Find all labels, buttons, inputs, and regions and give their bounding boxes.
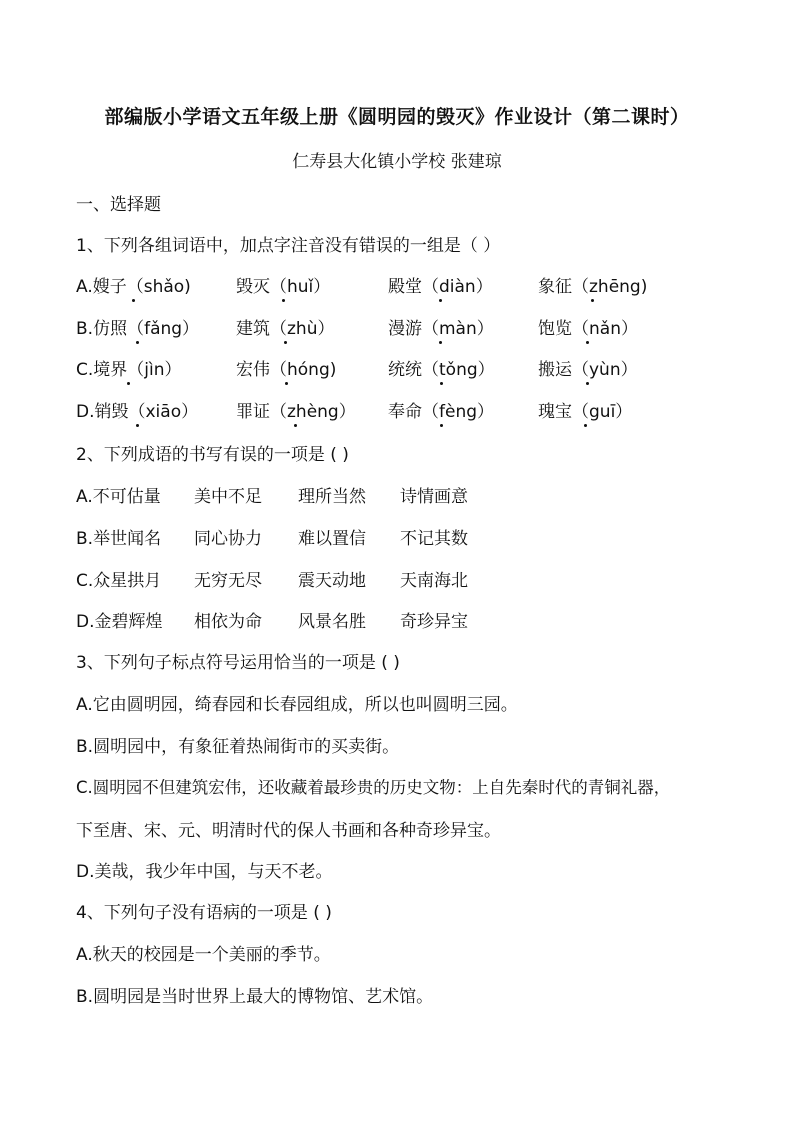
option-text: （zhēng) bbox=[572, 277, 648, 297]
question-1-option bbox=[76, 355, 182, 380]
question-4-option-a: A.秋天的校园是一个美丽的季节。 bbox=[76, 945, 331, 965]
option-text: 灭（huǐ） bbox=[253, 277, 331, 297]
dotted-character: 殿 bbox=[388, 272, 405, 297]
question-4-stem: 4、下列句子没有语病的一项是 ( ) bbox=[76, 903, 332, 923]
question-1-option bbox=[236, 272, 330, 297]
option-text: 搬 bbox=[538, 360, 555, 380]
question-2-stem: 2、下列成语的书写有误的一项是 ( ) bbox=[76, 445, 349, 465]
idiom-item: 难以置信 bbox=[298, 529, 366, 549]
idiom-item: 震天动地 bbox=[298, 571, 366, 591]
dotted-character: 漫 bbox=[388, 314, 405, 339]
question-1-option bbox=[76, 397, 198, 422]
question-3-stem: 3、下列句子标点符号运用恰当的一项是 ( ) bbox=[76, 653, 400, 673]
idiom-item: A.不可估量 bbox=[76, 487, 161, 507]
question-1-option bbox=[538, 397, 632, 422]
idiom-item: D.金碧辉煌 bbox=[76, 612, 163, 632]
dotted-character: 证 bbox=[253, 397, 270, 422]
option-text: 建 bbox=[236, 319, 253, 339]
question-3-option-a: A.它由圆明园，绮春园和长春园组成，所以也叫圆明三园。 bbox=[76, 695, 518, 715]
option-text: B. bbox=[76, 319, 94, 339]
option-text: （yùn） bbox=[572, 360, 638, 380]
dotted-character: 统 bbox=[388, 355, 405, 380]
dotted-character: 毁 bbox=[236, 272, 253, 297]
idiom-item: 奇珍异宝 bbox=[400, 612, 468, 632]
dotted-character: 奉 bbox=[388, 397, 405, 422]
option-text: 象 bbox=[538, 277, 555, 297]
idiom-item: B.举世闻名 bbox=[76, 529, 162, 549]
dotted-character: 销 bbox=[95, 397, 112, 422]
option-text: 游（màn） bbox=[405, 319, 494, 339]
dotted-character: 仿 bbox=[93, 314, 110, 339]
dotted-character: 瑰 bbox=[538, 397, 555, 422]
option-text: 命（fèng） bbox=[405, 402, 495, 422]
idiom-item: 理所当然 bbox=[298, 487, 366, 507]
idiom-item: 风景名胜 bbox=[298, 612, 366, 632]
question-1-option bbox=[538, 314, 638, 339]
dotted-character: 嫂 bbox=[93, 272, 110, 297]
idiom-item: C.众星拱月 bbox=[76, 571, 162, 591]
idiom-item: 天南海北 bbox=[400, 571, 468, 591]
option-text: 罪 bbox=[236, 402, 253, 422]
option-text: （zhù） bbox=[270, 319, 335, 339]
dotted-character: 运 bbox=[555, 355, 572, 380]
option-text: （nǎn） bbox=[572, 319, 638, 339]
question-1-option bbox=[388, 397, 494, 422]
question-1-option bbox=[236, 397, 356, 422]
option-text: 统（tǒng） bbox=[405, 360, 495, 380]
idiom-item: 无穷无尽 bbox=[194, 571, 262, 591]
option-text: C. bbox=[76, 360, 94, 380]
question-1-option bbox=[76, 314, 199, 339]
option-text: （zhèng） bbox=[270, 402, 356, 422]
option-text: 伟（hóng) bbox=[253, 360, 337, 380]
question-1-option bbox=[388, 355, 495, 380]
question-1-option bbox=[236, 355, 336, 380]
question-4-option-b: B.圆明园是当时世界上最大的博物馆、艺术馆。 bbox=[76, 987, 434, 1007]
question-1-option bbox=[236, 314, 334, 339]
question-1-option bbox=[388, 272, 493, 297]
option-text: 饱 bbox=[538, 319, 555, 339]
idiom-item: 不记其数 bbox=[400, 529, 468, 549]
idiom-item: 相依为命 bbox=[194, 612, 262, 632]
question-1-option bbox=[76, 272, 191, 297]
question-1-option bbox=[538, 272, 647, 297]
dotted-character: 征 bbox=[555, 272, 572, 297]
question-1-option bbox=[538, 355, 638, 380]
option-text: 照（fǎng） bbox=[110, 319, 200, 339]
dotted-character: 览 bbox=[555, 314, 572, 339]
question-3-option-d: D.美哉，我少年中国，与天不老。 bbox=[76, 862, 333, 882]
question-3-option-c-line1: C.圆明园不但建筑宏伟，还收藏着最珍贵的历史文物：上自先秦时代的青铜礼器， bbox=[76, 778, 671, 797]
option-text: 子（shǎo) bbox=[109, 277, 191, 297]
dotted-character: 境 bbox=[93, 355, 110, 380]
question-3-option-c-line2: 下至唐、宋、元、明清时代的保人书画和各种奇珍异宝。 bbox=[76, 821, 501, 841]
section-heading: 一、选择题 bbox=[76, 195, 161, 215]
question-3-option-b: B.圆明园中，有象征着热闹街市的买卖街。 bbox=[76, 737, 400, 757]
option-text: A. bbox=[76, 277, 93, 297]
idiom-item: 美中不足 bbox=[194, 487, 262, 507]
option-text: 界（jìn） bbox=[110, 360, 182, 380]
dotted-character: 宏 bbox=[236, 355, 253, 380]
author-line: 仁寿县大化镇小学校 张建琼 bbox=[292, 152, 502, 172]
option-text: 宝（guī） bbox=[555, 402, 633, 422]
option-text: 毁（xiāo） bbox=[111, 402, 199, 422]
option-text: 堂（diàn） bbox=[405, 277, 493, 297]
question-1-stem: 1、下列各组词语中，加点字注音没有错误的一组是（ ） bbox=[76, 236, 501, 256]
question-1-option bbox=[388, 314, 494, 339]
option-text: D. bbox=[76, 402, 95, 422]
idiom-item: 同心协力 bbox=[194, 529, 262, 549]
idiom-item: 诗情画意 bbox=[400, 487, 468, 507]
dotted-character: 筑 bbox=[253, 314, 270, 339]
document-title: 部编版小学语文五年级上册《圆明园的毁灭》作业设计（第二课时） bbox=[104, 106, 690, 128]
